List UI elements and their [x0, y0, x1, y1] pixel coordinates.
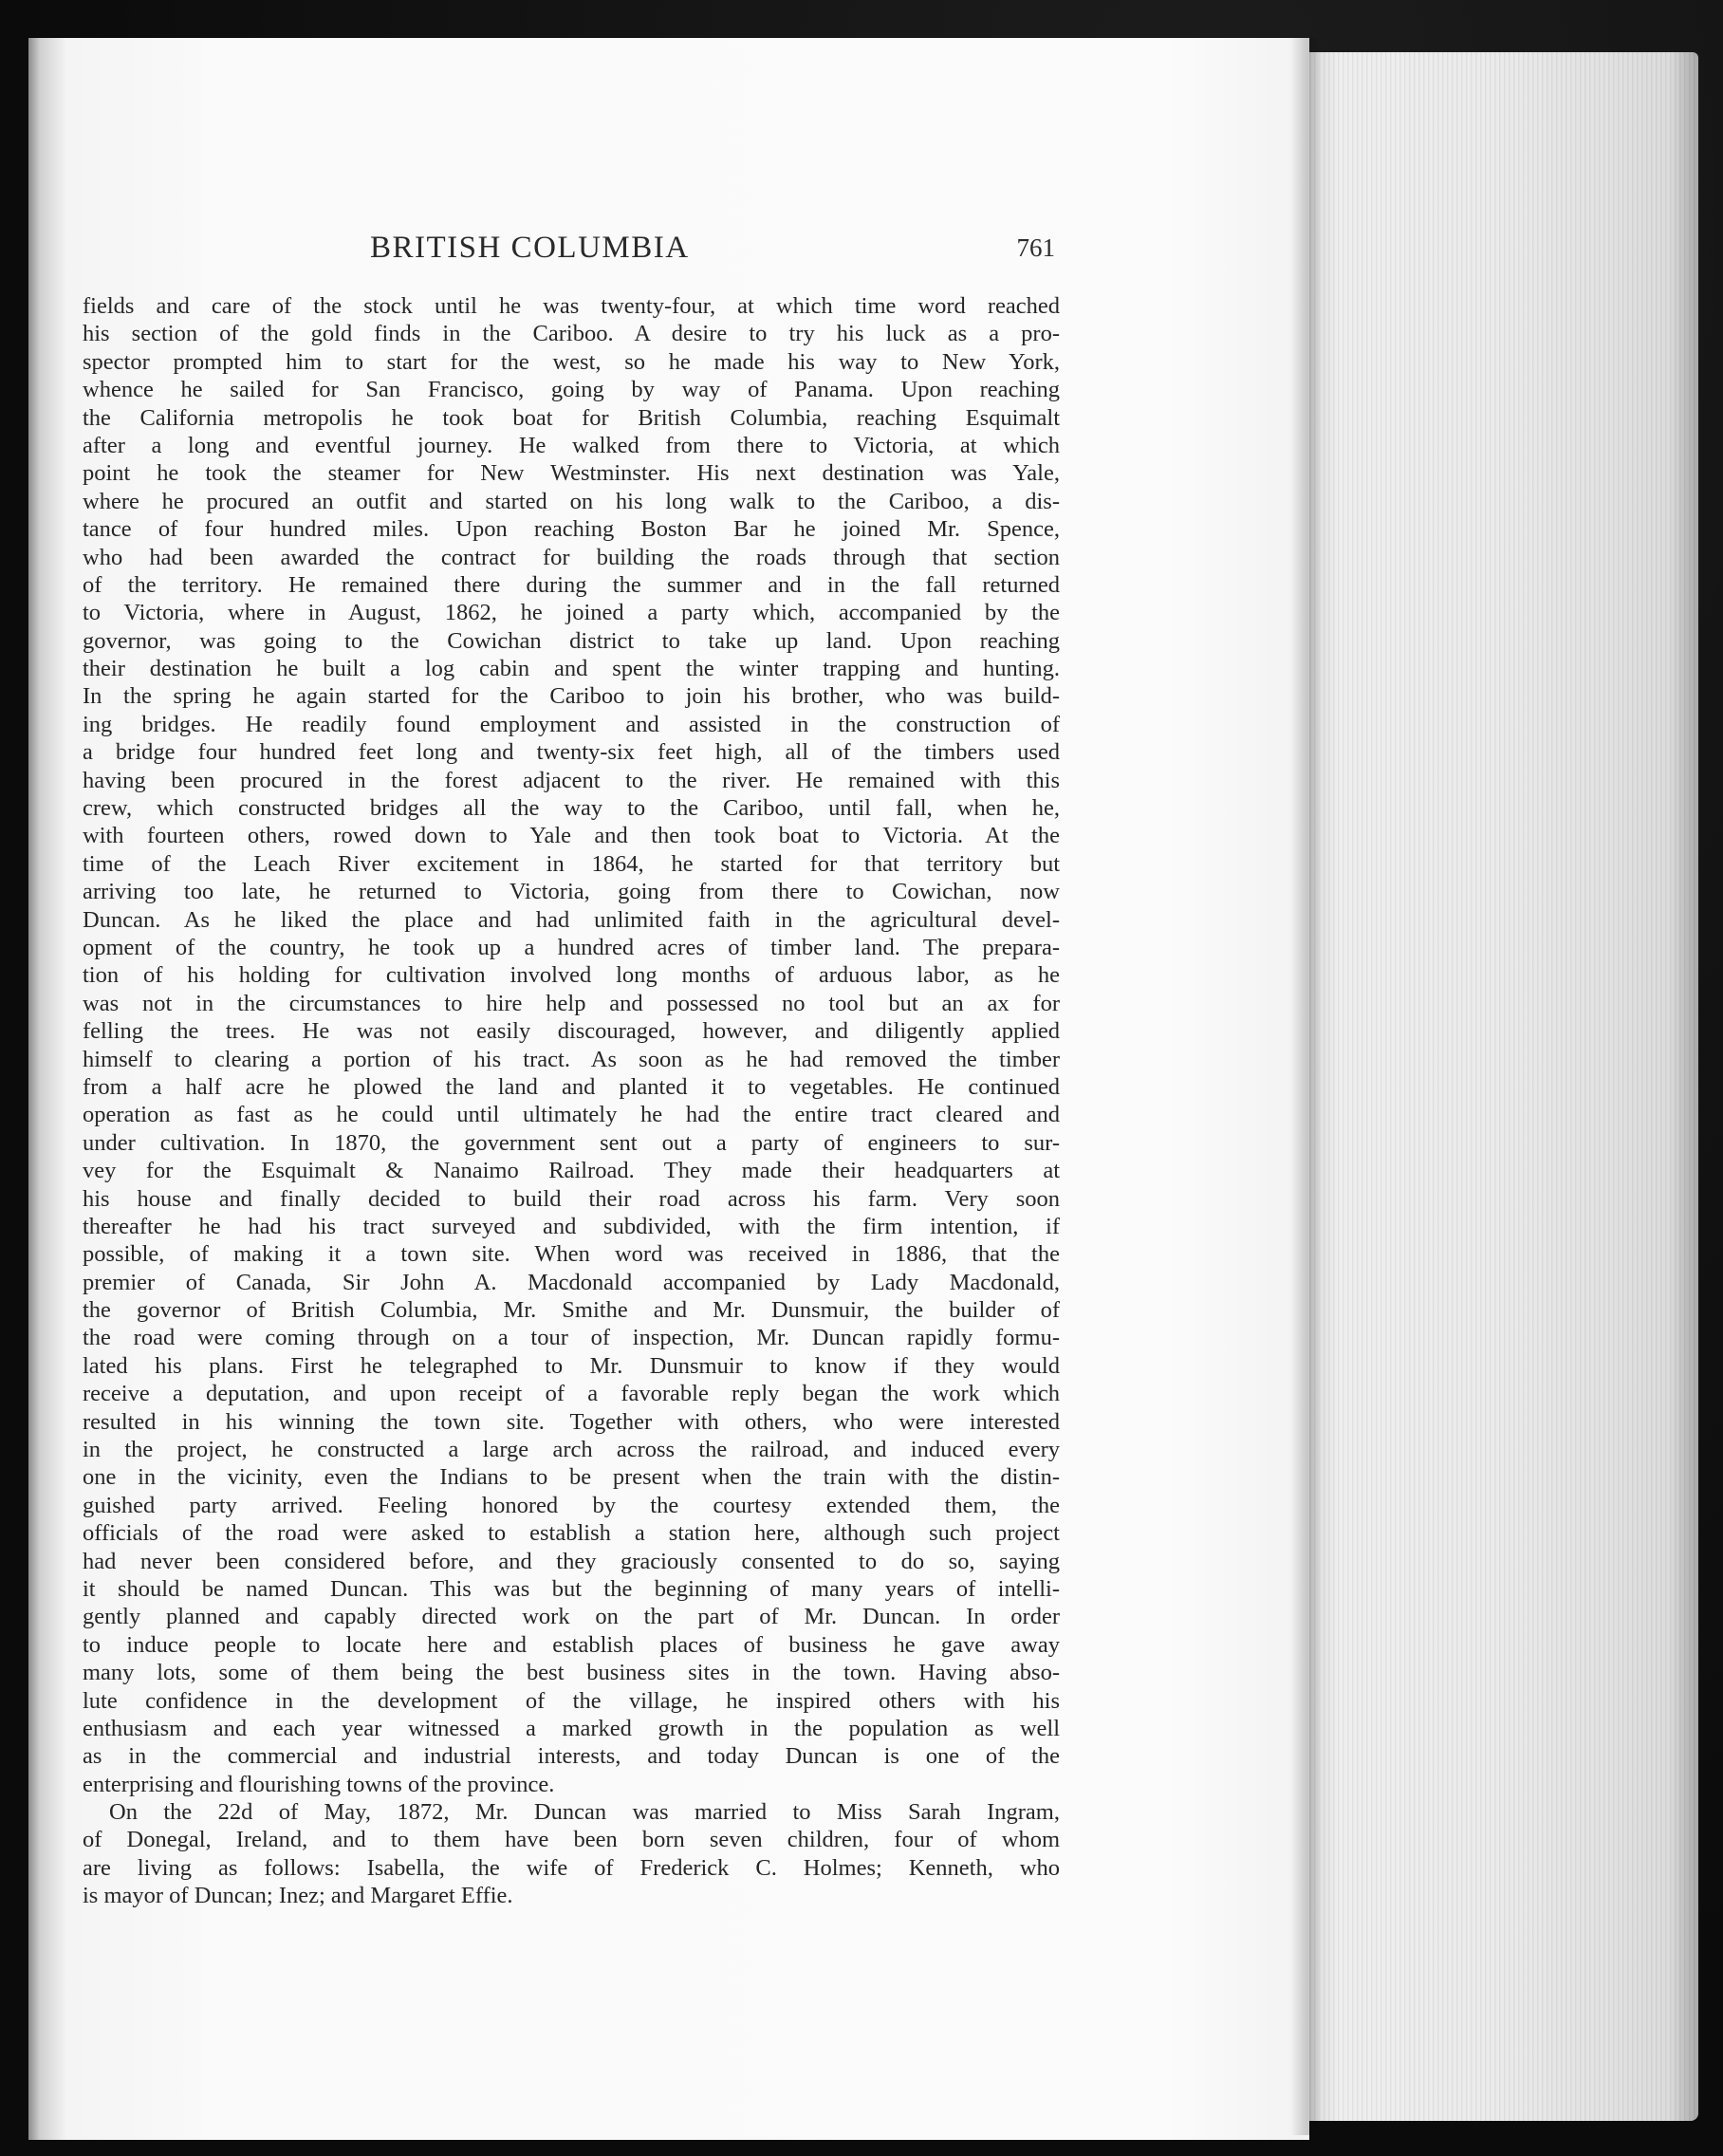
text-line: with fourteen others, rowed down to Yale and then took boat to Victoria. At the [83, 823, 1060, 849]
text-line: lute confidence in the development of the village, he inspired others with his [83, 1687, 1060, 1714]
text-line: spector prompted him to start for the west, so he made his way to New York, [83, 348, 1060, 375]
text-line: of Donegal, Ireland, and to them have been born seven children, four of whom [83, 1827, 1060, 1853]
text-line: time of the Leach River excitement in 1864, he started for that territory but [83, 850, 1060, 877]
text-line: officials of the road were asked to establish a station here, although such project [83, 1520, 1060, 1547]
text-line: opment of the country, he took up a hundred acres of timber land. The prepara- [83, 934, 1060, 960]
text-line: his section of the gold finds in the Cariboo. A desire to try his luck as a pro- [83, 321, 1060, 347]
text-line: as in the commercial and industrial interests, and today Duncan is one of the [83, 1743, 1060, 1770]
text-line: enthusiasm and each year witnessed a marked growth in the population as well [83, 1715, 1060, 1741]
text-line: who had been awarded the contract for building the roads through that section [83, 544, 1060, 570]
text-line: On the 22d of May, 1872, Mr. Duncan was married to Miss Sarah Ingram, [109, 1799, 1060, 1826]
text-line: receive a deputation, and upon receipt of a favorable reply began the work which [83, 1381, 1060, 1407]
text-line: himself to clearing a portion of his tract. As soon as he had removed the timber [83, 1046, 1060, 1072]
text-line: had never been considered before, and they graciously consented to do so, saying [83, 1548, 1060, 1574]
text-line: their destination he built a log cabin and spent the winter trapping and hunting. [83, 656, 1060, 682]
text-line: was not in the circumstances to hire help and possessed no tool but an ax for [83, 990, 1060, 1016]
paragraph [83, 292, 1060, 1798]
book-page-edges [1309, 52, 1698, 2121]
text-line: felling the trees. He was not easily discouraged, however, and diligently applied [83, 1018, 1060, 1045]
text-line: guished party arrived. Feeling honored by the courtesy extended them, the [83, 1492, 1060, 1518]
paragraph [83, 1798, 1060, 1910]
text-line: fields and care of the stock until he was twenty-four, at which time word reached [83, 293, 1060, 319]
page-header [370, 231, 1055, 276]
text-line: gently planned and capably directed work on the part of Mr. Duncan. In order [83, 1604, 1060, 1630]
text-line: lated his plans. First he telegraphed to Mr. Dunsmuir to know if they would [83, 1352, 1060, 1379]
text-line: the road were coming through on a tour of inspection, Mr. Duncan rapidly formu- [83, 1325, 1060, 1351]
text-line: In the spring he again started for the Cariboo to join his brother, who was build- [83, 683, 1060, 710]
text-line: the California metropolis he took boat for British Columbia, reaching Esquimalt [83, 404, 1060, 431]
text-line: the governor of British Columbia, Mr. Smithe and Mr. Dunsmuir, the builder of [83, 1297, 1060, 1324]
text-line: point he took the steamer for New Westminster. His next destination was Yale, [83, 460, 1060, 487]
gutter-shadow [1290, 38, 1319, 2135]
text-line: whence he sailed for San Francisco, going by way of Panama. Upon reaching [83, 377, 1060, 403]
text-line: premier of Canada, Sir John A. Macdonald accompanied by Lady Macdonald, [83, 1269, 1060, 1295]
book-page [28, 38, 1309, 2140]
body-text [83, 292, 1060, 1910]
text-line: from a half acre he plowed the land and planted it to vegetables. He continued [83, 1073, 1060, 1100]
text-line: where he procured an outfit and started on his long walk to the Cariboo, a dis- [83, 488, 1060, 514]
text-line: having been procured in the forest adjacent to the river. He remained with this [83, 767, 1060, 793]
text-line: after a long and eventful journey. He walked from there to Victoria, at which [83, 432, 1060, 458]
text-line: thereafter he had his tract surveyed and subdivided, with the firm intention, if [83, 1213, 1060, 1239]
text-line: to Victoria, where in August, 1862, he joined a party which, accompanied by the [83, 600, 1060, 626]
text-line: arriving too late, he returned to Victoria, going from there to Cowichan, now [83, 879, 1060, 905]
text-line: enterprising and flourishing towns of the province. [83, 1771, 555, 1797]
text-line: his house and finally decided to build their road across his farm. Very soon [83, 1185, 1060, 1212]
text-line: vey for the Esquimalt & Nanaimo Railroad. They made their headquarters at [83, 1158, 1060, 1184]
text-line: are living as follows: Isabella, the wife of Frederick C. Holmes; Kenneth, who [83, 1854, 1060, 1881]
text-line: it should be named Duncan. This was but the beginning of many years of intelli- [83, 1575, 1060, 1602]
text-line: resulted in his winning the town site. Together with others, who were interested [83, 1408, 1060, 1435]
text-line: possible, of making it a town site. When word was received in 1886, that the [83, 1241, 1060, 1268]
text-line: governor, was going to the Cowichan district to take up land. Upon reaching [83, 627, 1060, 654]
text-line: to induce people to locate here and establish places of business he gave away [83, 1631, 1060, 1658]
text-line: operation as fast as he could until ultimately he had the entire tract cleared and [83, 1102, 1060, 1128]
text-line: one in the vicinity, even the Indians to be present when the train with the distin- [83, 1464, 1060, 1491]
text-line: in the project, he constructed a large arch across the railroad, and induced every [83, 1437, 1060, 1463]
text-line: is mayor of Duncan; Inez; and Margaret Effie. [83, 1883, 513, 1909]
text-line: tance of four hundred miles. Upon reaching Boston Bar he joined Mr. Spence, [83, 516, 1060, 543]
text-line: under cultivation. In 1870, the government sent out a party of engineers to sur- [83, 1129, 1060, 1156]
text-line: ing bridges. He readily found employment and assisted in the construction of [83, 711, 1060, 737]
page-number: 761 [1016, 233, 1055, 262]
text-line: of the territory. He remained there during the summer and in the fall returned [83, 571, 1060, 598]
text-line: crew, which constructed bridges all the way to the Cariboo, until fall, when he, [83, 795, 1060, 822]
text-line: a bridge four hundred feet long and twenty-six feet high, all of the timbers used [83, 739, 1060, 766]
text-line: Duncan. As he liked the place and had unlimited faith in the agricultural devel- [83, 906, 1060, 933]
running-head: BRITISH COLUMBIA [370, 231, 690, 265]
text-line: many lots, some of them being the best business sites in the town. Having abso- [83, 1660, 1060, 1686]
text-line: tion of his holding for cultivation involved long months of arduous labor, as he [83, 962, 1060, 989]
